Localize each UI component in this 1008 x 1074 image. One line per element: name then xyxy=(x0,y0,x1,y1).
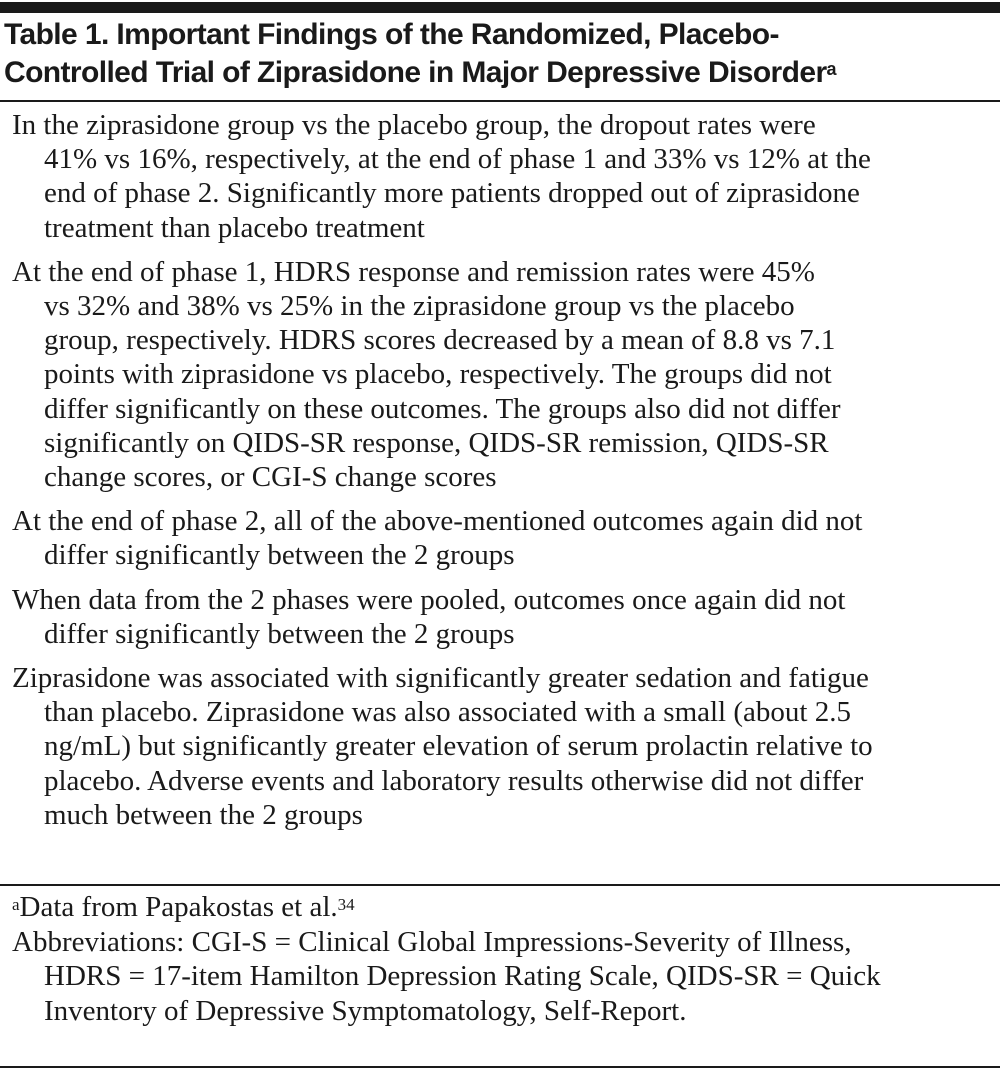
finding-text-line: Ziprasidone was associated with significantly greater sedation and fatigue xyxy=(12,662,869,695)
source-reference: 34 xyxy=(337,895,355,914)
table-row xyxy=(0,251,1000,500)
finding-text-line: much between the 2 groups xyxy=(44,798,363,831)
finding-text-line: significantly on QIDS-SR response, QIDS-SR remission, QIDS-SR xyxy=(44,426,829,459)
finding-text-line: differ significantly between the 2 groups xyxy=(44,617,515,650)
finding-text-line: group, respectively. HDRS scores decreased by a mean of 8.8 vs 7.1 xyxy=(44,324,836,357)
finding-text-line: points with ziprasidone vs placebo, respectively. The groups did not xyxy=(44,358,832,391)
finding-text-line: At the end of phase 2, all of the above-mentioned outcomes again did not xyxy=(12,505,863,538)
finding-text-line: 41% vs 16%, respectively, at the end of phase 1 and 33% vs 12% at the xyxy=(44,143,871,176)
source-footnote-text: Data from Papakostas et al. xyxy=(19,891,338,923)
footer-rule xyxy=(0,884,1000,886)
finding-text-line: placebo. Adverse events and laboratory results otherwise did not differ xyxy=(44,764,864,797)
abbreviations-line: HDRS = 17-item Hamilton Depression Rating Scale, QIDS-SR = Quick xyxy=(44,960,881,992)
abbreviations-line: Inventory of Depressive Symptomatology, Self-Report. xyxy=(44,994,687,1027)
title-line-1: Table 1. Important Findings of the Randomized, Placebo- xyxy=(4,18,779,51)
table-footnotes xyxy=(0,890,1000,1028)
finding-text-line: end of phase 2. Significantly more patients dropped out of ziprasidone xyxy=(44,177,860,210)
finding-text-line: differ significantly between the 2 groups xyxy=(44,539,515,572)
table-row xyxy=(0,104,1000,251)
title-line-2 xyxy=(4,54,1004,92)
table-row xyxy=(0,500,1000,578)
finding-text-line: differ significantly on these outcomes. The groups also did not differ xyxy=(44,392,841,425)
source-footnote-mark: a xyxy=(12,895,20,914)
abbreviations-line: Abbreviations: CGI-S = Clinical Global Impressions-Severity of Illness, xyxy=(12,925,852,958)
finding-text-line: treatment than placebo treatment xyxy=(44,211,425,244)
title-footnote-mark: a xyxy=(826,59,836,79)
finding-text-line: When data from the 2 phases were pooled, outcomes once again did not xyxy=(12,583,846,616)
table-title xyxy=(4,16,1004,92)
finding-text-line: change scores, or CGI-S change scores xyxy=(44,461,497,494)
finding-text-line: At the end of phase 1, HDRS response and remission rates were 45% xyxy=(12,255,815,288)
finding-text-line: than placebo. Ziprasidone was also associated with a small (about 2.5 xyxy=(44,696,851,729)
source-footnote xyxy=(0,890,1000,925)
title-rule xyxy=(0,100,1000,102)
finding-text-line: vs 32% and 38% vs 25% in the ziprasidone group vs the placebo xyxy=(44,290,795,323)
table-row xyxy=(0,579,1000,657)
top-rule xyxy=(0,2,1000,13)
bottom-rule xyxy=(0,1066,1000,1068)
table-body xyxy=(0,104,1000,838)
finding-text-line: In the ziprasidone group vs the placebo group, the dropout rates were xyxy=(12,109,816,141)
finding-text-line: ng/mL) but significantly greater elevation of serum prolactin relative to xyxy=(44,730,873,763)
table-row xyxy=(0,657,1000,838)
title-line-2-text: Controlled Trial of Ziprasidone in Major Depressive Disorder xyxy=(4,56,827,89)
